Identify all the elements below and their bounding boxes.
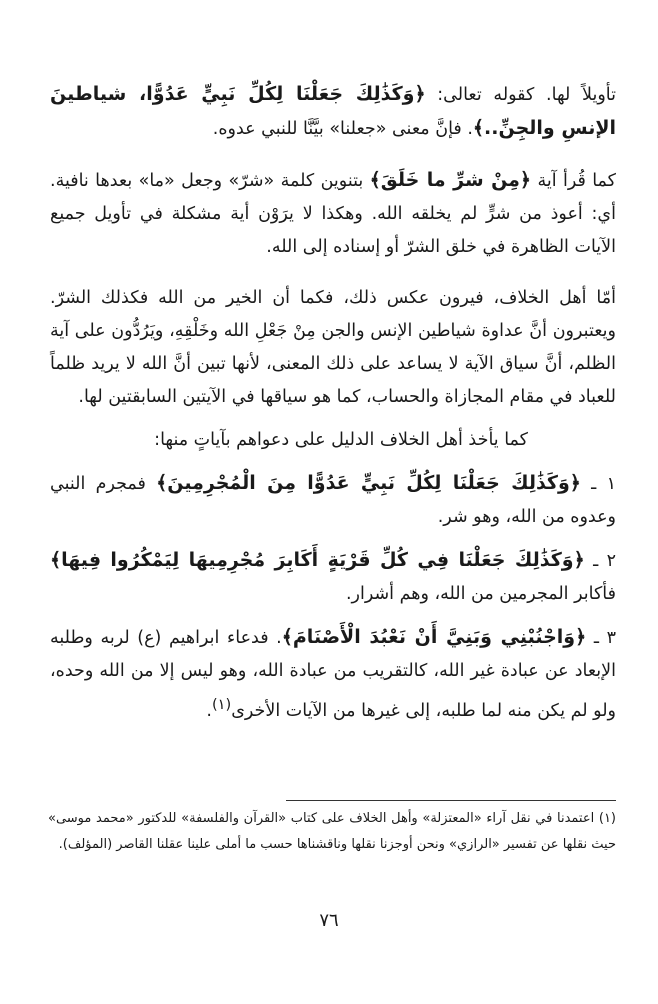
list-item-1 [50, 467, 616, 534]
quran-verse: ﴿مِنْ شرِّ ما خَلَقَ﴾ [369, 169, 532, 191]
page-number: ٧٦ [319, 910, 339, 931]
text-segment: كما قُرأ آية [531, 171, 617, 191]
text-segment: فأكابر المجرمين من الله، وهم أشرار. [345, 584, 616, 604]
text-segment: بتنوين كلمة «شرّ» وجعل «ما» بعدها نافية. أي: أعوذ من شرٍّ لم يخلقه الله. وهكذا لا يرَوْن أية مشكلة في تأويل جميع الآيات الظاهرة في خلق الشرّ أو إسناده إلى الله. [50, 171, 616, 257]
text-segment: . [206, 700, 212, 721]
text-segment: فمجرم النبي وعدوه من الله، وهو شر. [50, 474, 616, 527]
quran-verse: ﴿وَكَذَٰلِكَ جَعَلْنَا لِكُلِّ نَبِيٍّ عَدُوًّا مِنَ الْمُجْرِمِينَ﴾ [156, 472, 581, 494]
paragraph-reading [50, 164, 616, 264]
footnote-marker[interactable]: (١) [211, 696, 232, 713]
text-segment: . فإنَّ معنى «جعلنا» بيَّنَّا للنبي عدوه. [212, 119, 473, 139]
quran-verse: ﴿وَكَذَٰلِكَ جَعَلْنَا فِي كُلِّ قَرْيَةٍ أَكَابِرَ مُجْرِمِيهَا لِيَمْكُرُوا فِيهَا﴾ [50, 549, 585, 571]
list-number: ١ ـ [580, 474, 616, 494]
quran-verse: ﴿وَاجْنُبْنِي وَبَنِيَّ أَنْ نَعْبُدَ الْأَصْنَامَ﴾ [281, 626, 587, 648]
footnote-text: (١) اعتمدنا في نقل آراء «المعتزلة» وأهل الخلاف على كتاب «القرآن والفلسفة» للدكتور «محمد موسى» حيث نقلها عن تفسير «الرازي» ونحن أوجزنا نقلها وناقشناها حسب ما أملى علينا عقلنا القاصر (المؤلف). [48, 811, 616, 852]
list-number: ٢ ـ [584, 551, 616, 571]
paragraph-intro-list: كما يأخذ أهل الخلاف الدليل على دعواهم بآياتٍ منها: [154, 430, 528, 450]
quran-verse: ﴿وَكَذَٰلِكَ جَعَلْنَا لِكُلِّ نَبِيٍّ عَدُوًّا، شياطينَ الإنسِ والجِنِّ..﴾ [50, 83, 616, 139]
list-item-3 [50, 621, 616, 728]
text-segment: . فدعاء ابراهيم (ع) لربه وطلبه الإبعاد عن عبادة غير الله، كالتقريب من عبادة الله، وهو ليس إلا من الله وحده، ولو لم يكن منه لما طلبه، إلى غيرها من الآيات الأخرى [50, 628, 616, 721]
text-segment: تأويلاً لها. كقوله تعالى: [425, 85, 616, 105]
list-number: ٣ ـ [586, 628, 616, 648]
list-item-2 [50, 544, 616, 611]
paragraph-interpretation [50, 78, 616, 146]
paragraph-opponents: أمّا أهل الخلاف، فيرون عكس ذلك، فكما أن الخير من الله فكذلك الشرّ. ويعتبرون أنَّ عداوة شياطين الإنس والجن مِنْ جَعْلِ الله وخَلْقِهِ، ويَرُدُّون على آية الظلم، أنَّ سياق الآية لا يساعد على ذلك المعنى، لأنها تبين أنَّ الله لا يريد ظلماً للعباد في مقام المجازاة والحساب، كما هو سياقها في الآيتين السابقتين لها. [50, 288, 616, 407]
footnote-divider [286, 800, 616, 801]
